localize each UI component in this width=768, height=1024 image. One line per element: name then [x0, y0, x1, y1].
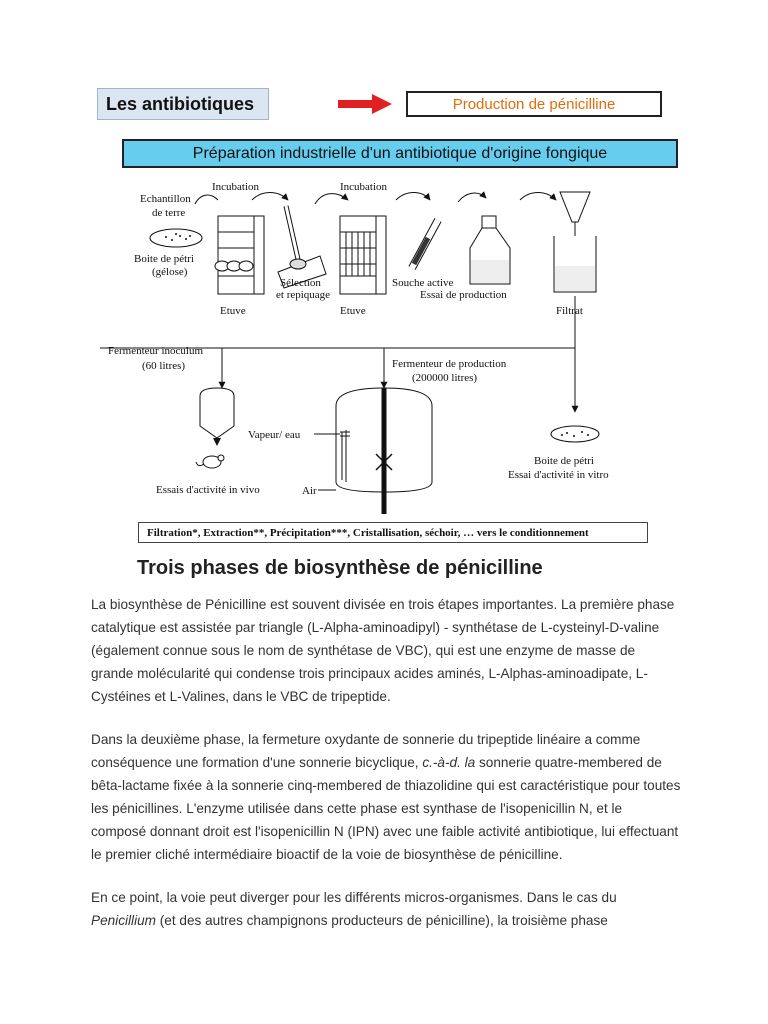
fermenteur-inoculum-label: (60 litres) [142, 360, 186, 372]
mouse-icon [196, 455, 224, 468]
topic-label: Production de pénicilline [406, 91, 662, 117]
vapeur-label: Vapeur/ eau [248, 429, 301, 441]
paragraph-text: sonnerie quatre-membered de bêta-lactame fixée à la sonnerie cinq-membered de thiazolidine qui est caractéristique pour toutes les pénicillines. L'enzyme utilisée dans cette phase est synthase de l'isopenicillin N, et le composé donnant droit est l'isopenicillin N (IPN) avec une faible activité antibiotique, lui effectuant le premier cliché intermédiaire bioactif de la voie de biosynthèse de pénicilline. [91, 755, 681, 862]
vivo-label: Essais d'activité in vivo [156, 484, 260, 496]
etuve-label: Etuve [340, 305, 366, 317]
paragraph: La biosynthèse de Pénicilline est souvent divisée en trois étapes importantes. La première phase catalytique est assistée par triangle (L-Alpha-aminoadipyl) - synthétase de L-cysteinyl-D-valine (également connue sous le nom de synthétase de VBC), qui est une enzyme de masse de grande molécularité qui condense trois principaux acides aminés, L-Alphas-aminoadipate, L-Cystéines et L-Valines, dans le VBC de tripeptide. [91, 597, 675, 704]
filtrat-label: Filtrat [556, 305, 583, 317]
petri-label: (gélose) [152, 266, 188, 278]
small-fermenter-icon [200, 388, 234, 446]
selection-label: Sélection [280, 277, 321, 289]
incubation-label: Incubation [340, 181, 388, 193]
petri-dish-icon [150, 229, 202, 247]
fermenteur-inoculum-label: Fermenteur inoculum [108, 345, 204, 357]
souche-label: Souche active [392, 277, 454, 289]
paragraph-text: En ce point, la voie peut diverger pour les différents micros-organismes. Dans le cas du [91, 890, 617, 905]
flask-icon [470, 216, 510, 284]
incubator-icon [340, 216, 386, 294]
paragraph-text: Dans la deuxième phase, la fermeture oxydante de sonnerie du tripeptide linéaire a comme conséquence une formation d'une sonnerie bicyclique, [91, 732, 641, 770]
process-steps-footer: Filtration*, Extraction**, Précipitation***, Cristallisation, séchoir, … vers le conditionnement [138, 522, 648, 543]
section-heading: Trois phases de biosynthèse de pénicilline [137, 557, 543, 579]
fermenteur-production-label: Fermenteur de production [392, 358, 507, 370]
paragraph-text: (et des autres champignons producteurs de pénicilline), la troisième phase [155, 913, 608, 928]
category-label: Les antibiotiques [97, 88, 269, 120]
diagram-title: Préparation industrielle d'un antibiotique d'origine fongique [122, 139, 678, 168]
filter-funnel-icon [554, 192, 596, 292]
vitro-label: Essai d'activité in vitro [508, 469, 609, 481]
petri-dish-icon [551, 426, 599, 442]
paragraph [91, 886, 681, 932]
fermenteur-production-label: (200000 litres) [412, 372, 478, 384]
selection-label: et repiquage [276, 289, 331, 301]
petri-label: Boite de pétri [134, 253, 194, 265]
echantillon-label: de terre [152, 207, 186, 219]
incubator-icon [215, 216, 264, 294]
right-arrow-icon [338, 94, 392, 114]
paragraph-italic: Penicillium [91, 913, 156, 928]
inoculation-loop-icon [278, 206, 326, 288]
petri-label: Boite de pétri [534, 455, 594, 467]
essai-production-label: Essai de production [420, 289, 507, 301]
echantillon-label: Echantillon [140, 193, 191, 205]
air-label: Air [302, 485, 317, 497]
production-fermenter-icon [336, 388, 432, 514]
paragraph-italic: c.-à-d. la [422, 755, 476, 770]
incubation-label: Incubation [212, 181, 260, 193]
etuve-label: Etuve [220, 305, 246, 317]
paragraph [91, 728, 681, 866]
test-tube-icon [412, 220, 438, 268]
penicillin-production-diagram [100, 176, 660, 522]
